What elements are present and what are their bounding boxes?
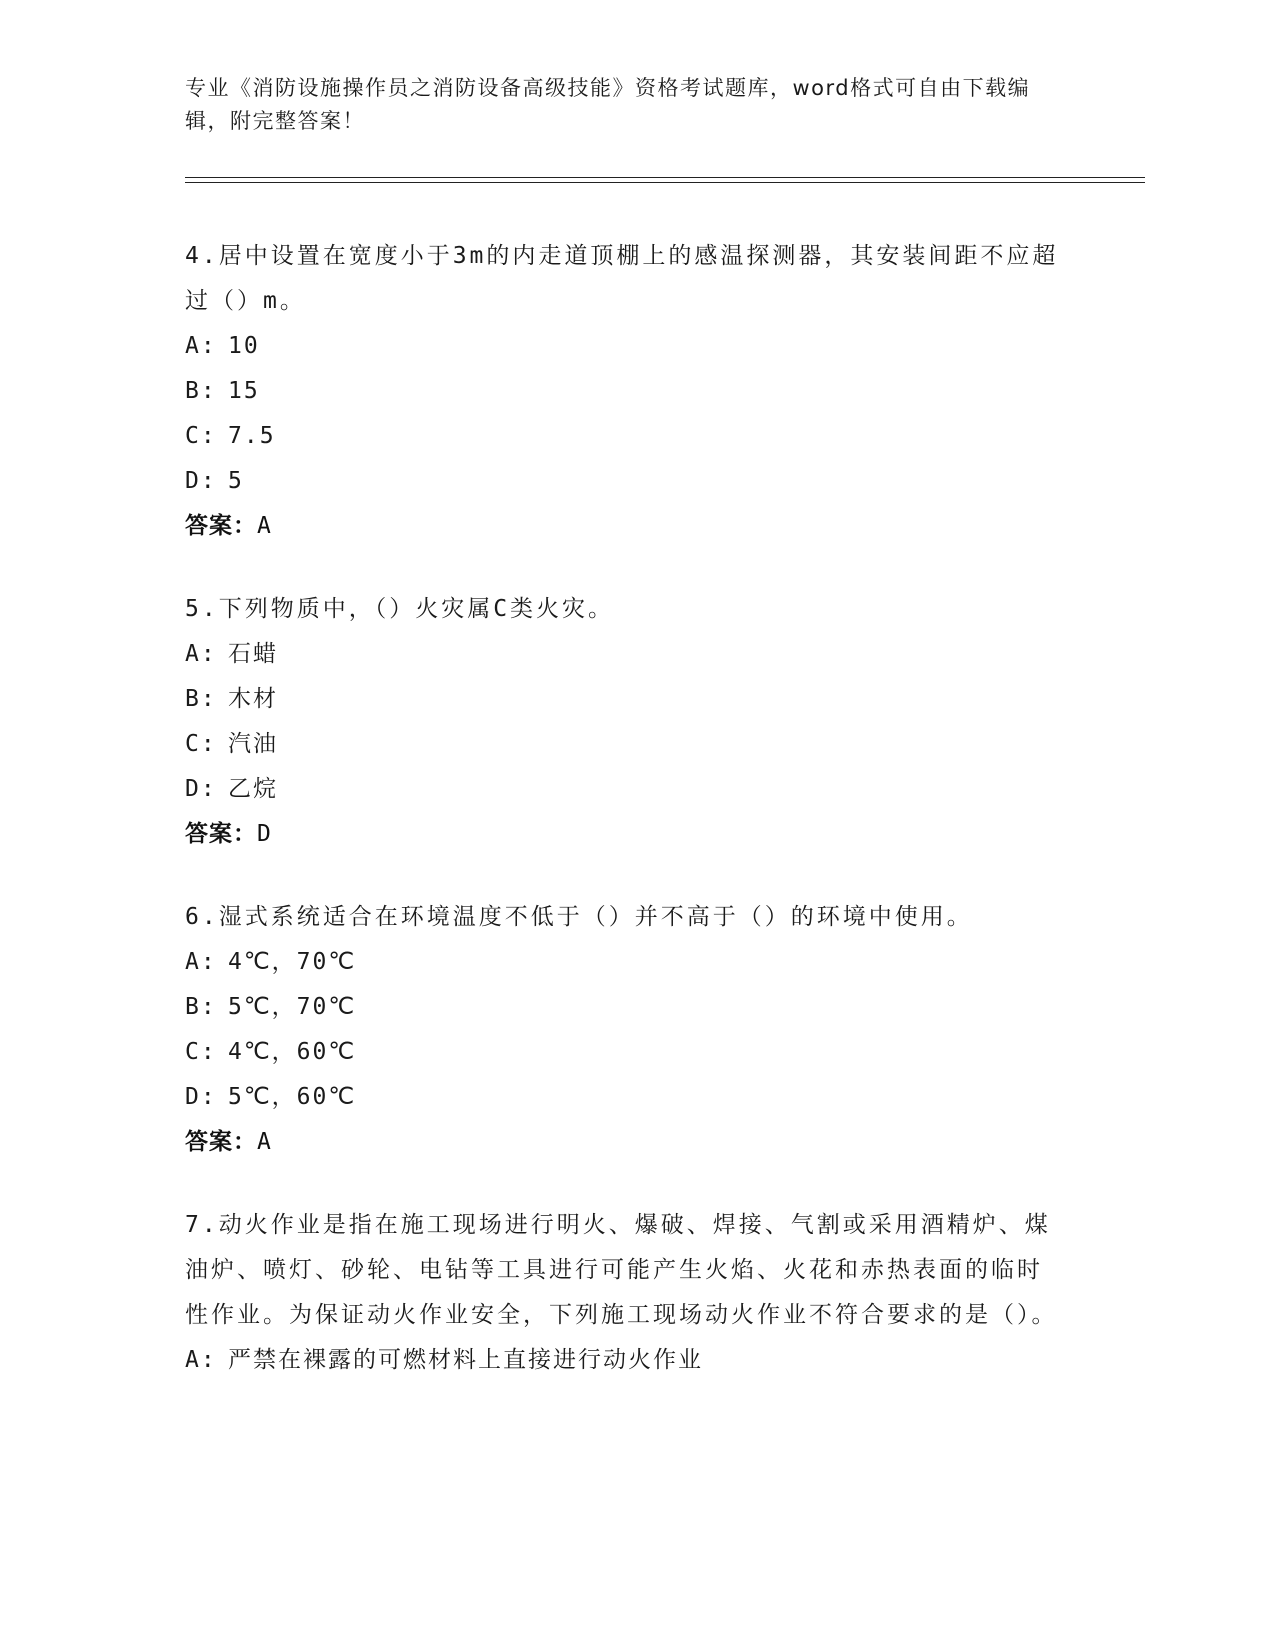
question-4 bbox=[185, 234, 1065, 549]
option-c bbox=[185, 414, 1065, 459]
option-a bbox=[185, 940, 1065, 985]
option-label: A: bbox=[185, 333, 217, 359]
option-value: 7.5 bbox=[228, 423, 276, 449]
option-label: B: bbox=[185, 686, 217, 712]
option-c bbox=[185, 722, 1065, 767]
option-d bbox=[185, 1075, 1065, 1120]
option-b bbox=[185, 677, 1065, 722]
option-value: 15 bbox=[228, 378, 260, 404]
option-a bbox=[185, 324, 1065, 369]
option-label: D: bbox=[185, 468, 217, 494]
header-divider-top bbox=[185, 177, 1145, 178]
option-value: 木材 bbox=[228, 686, 278, 712]
option-value: 4℃，60℃ bbox=[228, 1039, 357, 1065]
option-value: 汽油 bbox=[228, 731, 278, 757]
option-value: 5 bbox=[228, 468, 244, 494]
answer-line bbox=[185, 1120, 1065, 1165]
question-text: 5.下列物质中，（）火灾属C类火灾。 bbox=[185, 596, 615, 622]
answer-label: 答案： bbox=[185, 821, 257, 847]
option-label: D: bbox=[185, 1084, 217, 1110]
option-value: 石蜡 bbox=[228, 641, 278, 667]
option-value: 严禁在裸露的可燃材料上直接进行动火作业 bbox=[228, 1347, 703, 1373]
option-b bbox=[185, 369, 1065, 414]
option-b bbox=[185, 985, 1065, 1030]
question-text: 6.湿式系统适合在环境温度不低于（）并不高于（）的环境中使用。 bbox=[185, 904, 973, 930]
option-d bbox=[185, 767, 1065, 812]
option-value: 5℃，60℃ bbox=[228, 1084, 357, 1110]
option-value: 4℃，70℃ bbox=[228, 949, 357, 975]
option-value: 10 bbox=[228, 333, 260, 359]
answer-label: 答案： bbox=[185, 1129, 257, 1155]
answer-label: 答案： bbox=[185, 513, 257, 539]
option-c bbox=[185, 1030, 1065, 1075]
option-label: D: bbox=[185, 776, 217, 802]
answer-line bbox=[185, 504, 1065, 549]
option-label: C: bbox=[185, 1039, 217, 1065]
option-label: B: bbox=[185, 378, 217, 404]
question-7 bbox=[185, 1203, 1065, 1383]
question-6 bbox=[185, 895, 1065, 1165]
question-text: 7.动火作业是指在施工现场进行明火、爆破、焊接、气割或采用酒精炉、煤油炉、喷灯、砂轮、电钻等工具进行可能产生火焰、火花和赤热表面的临时性作业。为保证动火作业安全，下列施工现场动火作业不符合要求的是（）。 bbox=[185, 1212, 1058, 1328]
question-5 bbox=[185, 587, 1065, 857]
question-text: 4.居中设置在宽度小于3m的内走道顶棚上的感温探测器，其安装间距不应超过（）m。 bbox=[185, 243, 1059, 314]
option-label: A: bbox=[185, 641, 217, 667]
option-label: C: bbox=[185, 731, 217, 757]
option-label: B: bbox=[185, 994, 217, 1020]
header-divider-bottom bbox=[185, 182, 1145, 183]
answer-value: A bbox=[257, 1129, 272, 1155]
option-label: A: bbox=[185, 949, 217, 975]
answer-line bbox=[185, 812, 1065, 857]
option-value: 乙烷 bbox=[228, 776, 278, 802]
option-label: C: bbox=[185, 423, 217, 449]
option-value: 5℃，70℃ bbox=[228, 994, 357, 1020]
answer-value: D bbox=[257, 821, 272, 847]
question-list bbox=[185, 234, 1065, 1421]
option-label: A: bbox=[185, 1347, 217, 1373]
option-a bbox=[185, 632, 1065, 677]
option-d bbox=[185, 459, 1065, 504]
document-header: 专业《消防设施操作员之消防设备高级技能》资格考试题库，word格式可自由下载编辑，附完整答案！ bbox=[185, 76, 1031, 133]
option-a bbox=[185, 1338, 1065, 1383]
answer-value: A bbox=[257, 513, 272, 539]
